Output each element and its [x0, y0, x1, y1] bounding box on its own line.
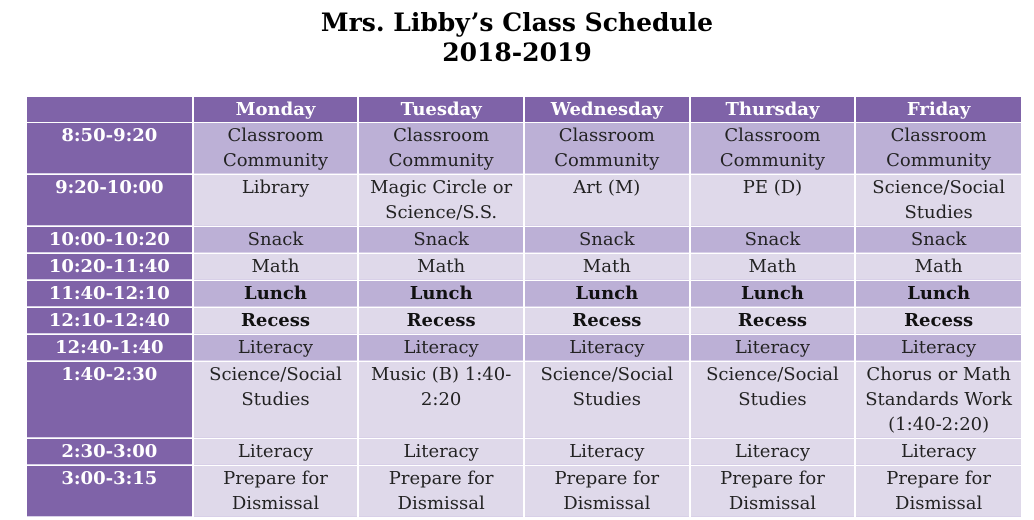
schedule-cell: Magic Circle or Science/S.S. — [359, 175, 523, 226]
schedule-title-block — [0, 8, 1034, 68]
table-row — [27, 439, 1021, 465]
schedule-cell: Recess — [856, 308, 1021, 334]
table-row — [27, 175, 1021, 226]
table-row — [27, 308, 1021, 334]
schedule-cell: Classroom Community — [525, 123, 689, 174]
schedule-cell: Literacy — [691, 439, 855, 465]
day-header: Tuesday — [359, 97, 523, 122]
table-row — [27, 227, 1021, 253]
time-slot: 3:00-3:15 — [27, 466, 192, 517]
schedule-cell: Snack — [525, 227, 689, 253]
schedule-cell: Math — [691, 254, 855, 280]
schedule-cell: Literacy — [525, 439, 689, 465]
schedule-cell: Snack — [359, 227, 523, 253]
schedule-cell: Literacy — [856, 439, 1021, 465]
schedule-cell: Literacy — [359, 335, 523, 361]
day-header: Friday — [856, 97, 1021, 122]
schedule-cell: Library — [194, 175, 358, 226]
schedule-cell: Prepare for Dismissal — [359, 466, 523, 517]
schedule-cell: Snack — [194, 227, 358, 253]
schedule-cell: Science/Social Studies — [194, 362, 358, 438]
schedule-cell: Science/Social Studies — [691, 362, 855, 438]
time-slot: 8:50-9:20 — [27, 123, 192, 174]
schedule-cell: Snack — [691, 227, 855, 253]
table-row — [27, 335, 1021, 361]
schedule-cell: Prepare for Dismissal — [525, 466, 689, 517]
table-row — [27, 466, 1021, 517]
schedule-cell: Literacy — [359, 439, 523, 465]
time-slot: 12:10-12:40 — [27, 308, 192, 334]
schedule-cell: Science/Social Studies — [525, 362, 689, 438]
schedule-cell: Lunch — [359, 281, 523, 307]
schedule-cell: Literacy — [856, 335, 1021, 361]
time-slot: 1:40-2:30 — [27, 362, 192, 438]
schedule-cell: Math — [359, 254, 523, 280]
schedule-cell: Classroom Community — [691, 123, 855, 174]
schedule-cell: Chorus or Math Standards Work (1:40-2:20) — [856, 362, 1021, 438]
schedule-cell: Classroom Community — [194, 123, 358, 174]
time-slot: 2:30-3:00 — [27, 439, 192, 465]
schedule-cell: Prepare for Dismissal — [691, 466, 855, 517]
school-year: 2018-2019 — [442, 38, 592, 67]
schedule-cell: Lunch — [691, 281, 855, 307]
schedule-cell: Recess — [691, 308, 855, 334]
schedule-cell: Literacy — [194, 335, 358, 361]
time-slot: 12:40-1:40 — [27, 335, 192, 361]
schedule-cell: Recess — [359, 308, 523, 334]
schedule-cell: PE (D) — [691, 175, 855, 226]
table-row — [27, 362, 1021, 438]
day-header: Thursday — [691, 97, 855, 122]
schedule-cell: Lunch — [194, 281, 358, 307]
table-row — [27, 254, 1021, 280]
day-header: Wednesday — [525, 97, 689, 122]
schedule-cell: Prepare for Dismissal — [856, 466, 1021, 517]
time-slot: 10:20-11:40 — [27, 254, 192, 280]
schedule-cell: Recess — [194, 308, 358, 334]
schedule-cell: Math — [856, 254, 1021, 280]
time-slot: 10:00-10:20 — [27, 227, 192, 253]
schedule-cell: Lunch — [856, 281, 1021, 307]
schedule-cell: Classroom Community — [856, 123, 1021, 174]
time-slot: 11:40-12:10 — [27, 281, 192, 307]
time-slot: 9:20-10:00 — [27, 175, 192, 226]
schedule-cell: Lunch — [525, 281, 689, 307]
table-row — [27, 281, 1021, 307]
schedule-cell: Recess — [525, 308, 689, 334]
schedule-table — [25, 96, 1023, 518]
table-row — [27, 123, 1021, 174]
page-title: Mrs. Libby’s Class Schedule — [320, 8, 714, 37]
schedule-cell: Math — [525, 254, 689, 280]
schedule-cell: Science/Social Studies — [856, 175, 1021, 226]
schedule-cell: Snack — [856, 227, 1021, 253]
header-row — [27, 97, 1021, 122]
schedule-cell: Literacy — [194, 439, 358, 465]
schedule-cell: Art (M) — [525, 175, 689, 226]
schedule-cell: Literacy — [691, 335, 855, 361]
day-header: Monday — [194, 97, 358, 122]
schedule-cell: Math — [194, 254, 358, 280]
schedule-cell: Classroom Community — [359, 123, 523, 174]
corner-header-cell — [27, 97, 192, 122]
schedule-cell: Literacy — [525, 335, 689, 361]
schedule-cell: Prepare for Dismissal — [194, 466, 358, 517]
schedule-cell: Music (B) 1:40-2:20 — [359, 362, 523, 438]
